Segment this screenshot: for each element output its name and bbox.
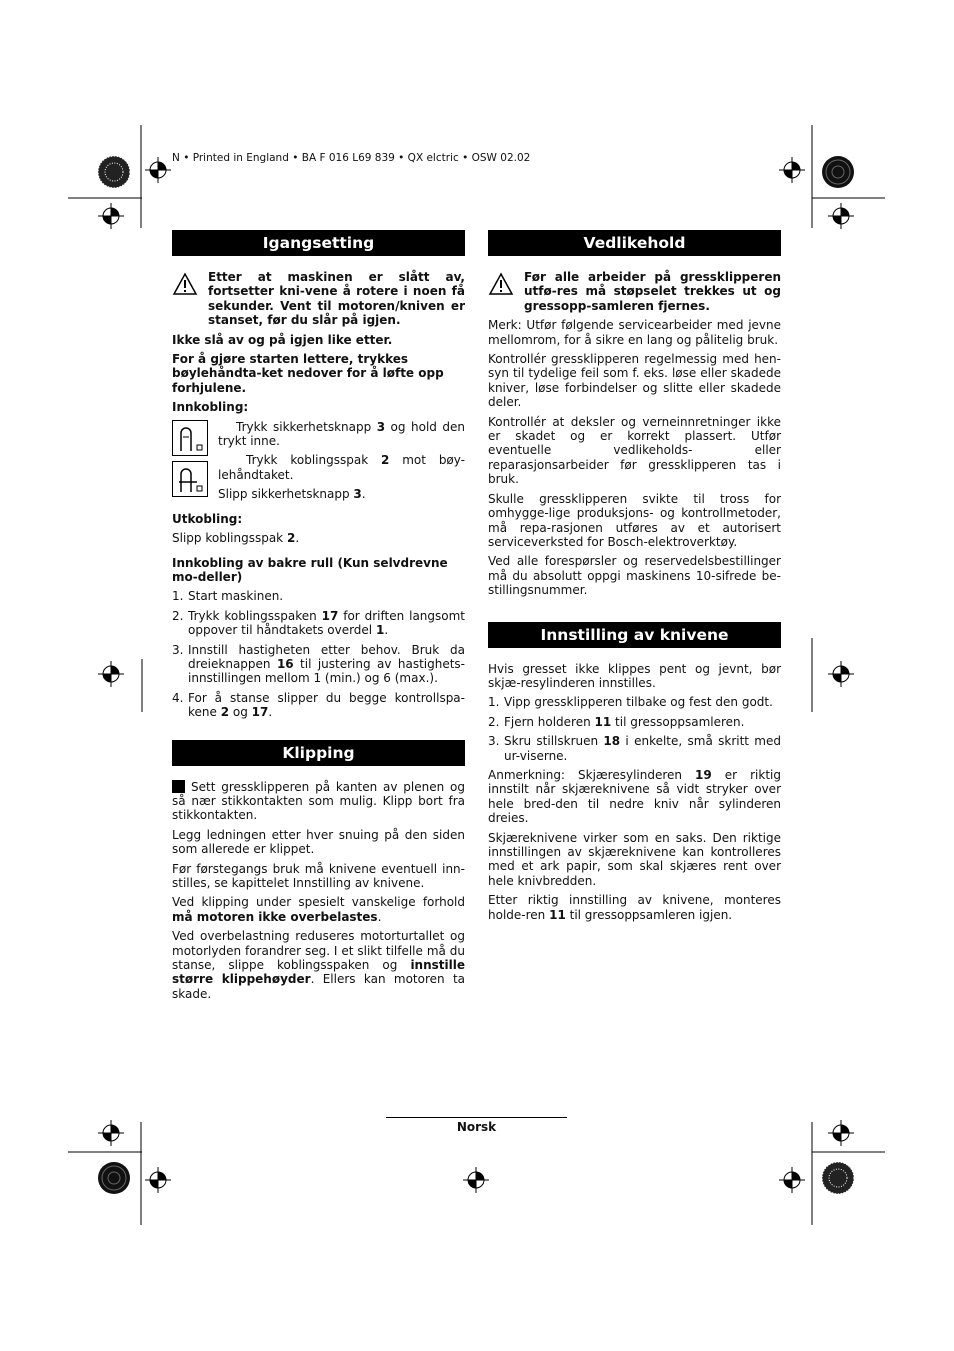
list-item: 2. Trykk koblingsspaken 17 for driften langsomt oppover til håndtakets overdel 1.	[172, 608, 466, 638]
warning-triangle-icon	[488, 272, 514, 296]
list-item: 4. For å stanse slipper du begge kontrollspa-kene 2 og 17.	[172, 690, 465, 720]
klipping-p1: Sett gressklipperen på kanten av plenen og så nær stikkontakten som mulig. Klipp bort fra stikkontakten.	[172, 779, 465, 823]
square-bullet-icon	[172, 780, 185, 793]
switch-on-block	[172, 420, 465, 502]
knives-p3: Etter riktig innstilling av knivene, monteres holde-ren 11 til gressoppsamleren igjen.	[488, 893, 781, 922]
warning-block: Etter at maskinen er slått av, fortsetter kni-vene å rotere i noen få sekunder. Vent til motoren/kniven er stanset, før du slår på igjen.	[172, 270, 465, 328]
klipping-p3: Før førstegangs bruk må knivene eventuell inn-stilles, se kapittelet Innstilling av knivene.	[172, 861, 465, 890]
warning-triangle-icon	[172, 272, 198, 296]
list-item: 3. Skru stillskruen 18 i enkelte, små skritt med ur-viserne.	[488, 734, 782, 763]
start-tip: For å gjøre starten lettere, trykkes bøylehåndta-ket nedover for å løfte opp forhjulene.	[172, 352, 444, 395]
print-info-line: N • Printed in England • BA F 016 L69 839 • QX elctric • OSW 02.02	[172, 152, 531, 164]
rear-roller-steps	[172, 589, 465, 719]
section-title-igangsetting: Igangsetting	[172, 230, 465, 256]
section-title-knivene: Innstilling av knivene	[488, 622, 781, 648]
handle-icons	[172, 420, 208, 503]
list-item: 1. Vipp gressklipperen tilbake og fest den godt.	[488, 695, 773, 710]
list-item: 3. Innstill hastigheten etter behov. Bruk da dreieknappen 16 til justering av hastighets-innstillingen mellom 1 (min.) og 6 (max.).	[172, 642, 466, 686]
maintenance-p2: Kontrollér gressklipperen regelmessig med hen-syn til tydelige feil som f. eks. løse eller skadede kniver, løse forbindelser og slitte eller skadede deler.	[488, 352, 781, 410]
maintenance-p3: Kontrollér at deksler og verneinnretninger ikke er skadet og er korrekt plassert. Utfør eventuelle vedlikeholds- eller reparasjonsarbeider før gressklipperen tas i bruk.	[488, 414, 781, 487]
footer-rule	[386, 1117, 567, 1118]
switch-lever-icon	[172, 461, 208, 497]
off-heading: Utkobling:	[172, 511, 243, 526]
warning-note: Ikke slå av og på igjen like etter.	[172, 332, 393, 347]
on-step-1: Trykk sikkerhetsknapp 3 og hold den trykt inne.	[218, 419, 465, 449]
on-step-3: Slipp sikkerhetsknapp 3.	[218, 487, 366, 502]
klipping-p4: Ved klipping under spesielt vanskelige forhold må motoren ikke overbelastes.	[172, 895, 465, 924]
warning-block: Før alle arbeider på gressklipperen utfø-res må støpselet trekkes ut og gressopp-samleren fjernes.	[488, 270, 781, 313]
safety-button-icon	[172, 420, 208, 456]
knives-p2: Skjæreknivene virker som en saks. Den riktige innstillingen av skjæreknivene kan kontrolleres med et ark papir, som skal skjæres rent over hele knivbredden.	[488, 830, 781, 888]
list-item: 2. Fjern holderen 11 til gressoppsamleren.	[488, 714, 745, 729]
klipping-p2: Legg ledningen etter hver snuing på den siden som allerede er klippet.	[172, 827, 465, 857]
maintenance-p4: Skulle gressklipperen svikte til tross for omhygge-lige produksjons- og kontrollmetoder, må repa-rasjonen utføres av et autorisert serviceverksted for Bosch-elektroverktøy.	[488, 491, 781, 549]
section-title-klipping: Klipping	[172, 740, 465, 766]
footer-language: Norsk	[456, 1120, 497, 1134]
maintenance-p1: Merk: Utfør følgende servicearbeider med jevne mellomrom, for å sikre en lang og pålitelig bruk.	[488, 318, 781, 347]
right-column	[488, 230, 781, 927]
klipping-p5: Ved overbelastning reduseres motorturtallet og motorlyden forandrer seg. I et slikt tilfelle må du stanse, slippe koblingsspaken og innstille større klippehøyder. Ellers kan motoren ta skade.	[172, 929, 465, 1001]
knives-p1: Hvis gresset ikke klippes pent og jevnt, bør skjæ-resylinderen innstilles.	[488, 661, 781, 690]
on-heading: Innkobling:	[172, 400, 249, 415]
maintenance-p5: Ved alle forespørsler og reservedelsbestillinger må du absolutt oppgi maskinens 10-sifrede be-stillingsnummer.	[488, 554, 781, 598]
section-title-vedlikehold: Vedlikehold	[488, 230, 781, 256]
list-item: 1. Start maskinen.	[172, 589, 284, 604]
on-step-2: Trykk koblingsspak 2 mot bøy-lehåndtaket.	[218, 453, 465, 482]
knives-steps	[488, 695, 781, 763]
left-column	[172, 230, 465, 1006]
off-step: Slipp koblingsspak 2.	[172, 531, 300, 546]
knives-note: Anmerkning: Skjæresylinderen 19 er riktig innstilt når skjæreknivene så vidt stryker over hele bred-den til nedre kniv når sylinderen dreies.	[488, 767, 781, 826]
rear-roller-heading: Innkobling av bakre rull (Kun selvdrevne mo-deller)	[172, 555, 448, 584]
